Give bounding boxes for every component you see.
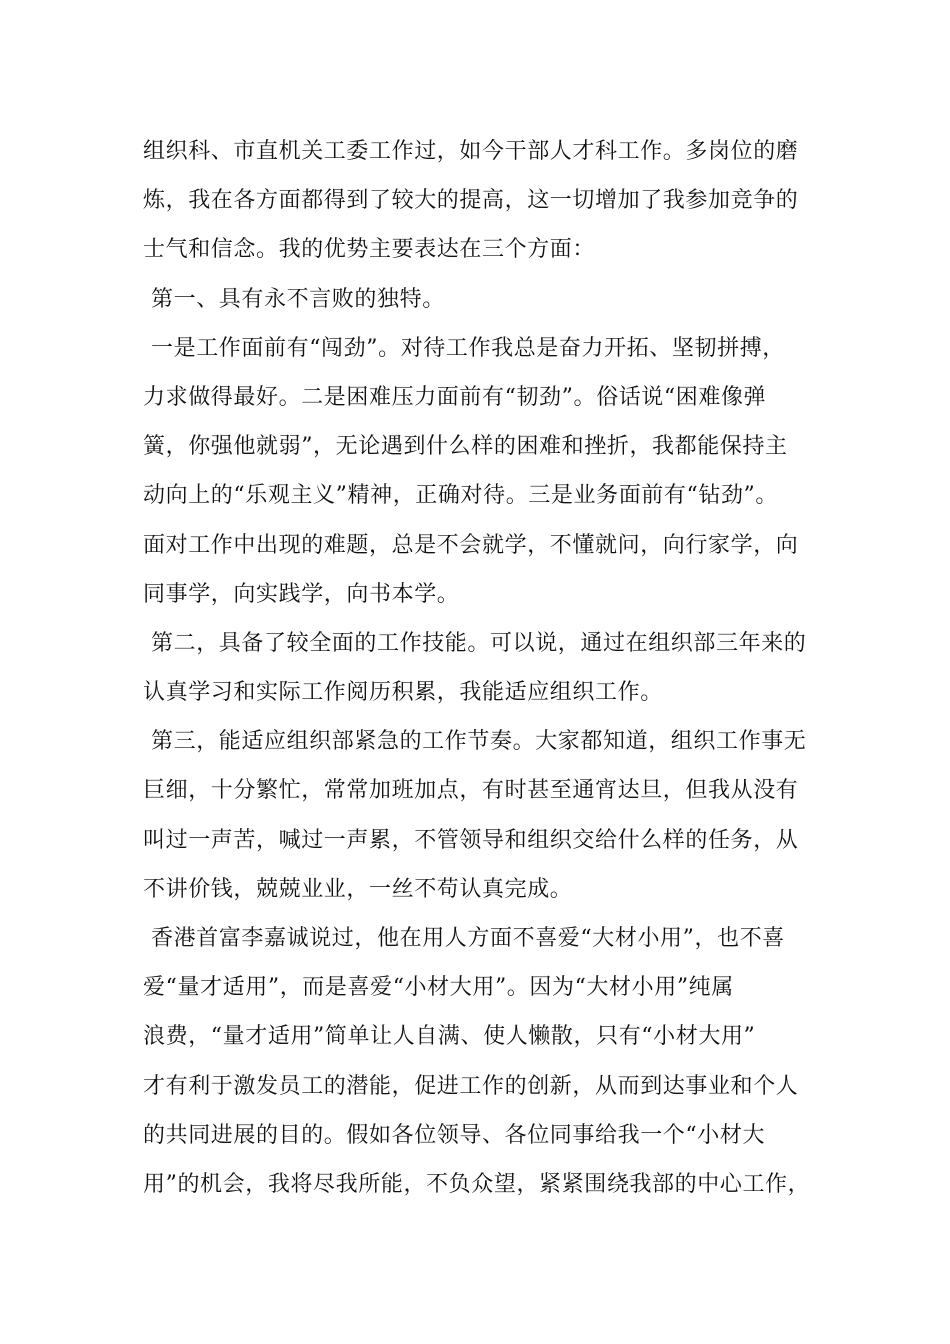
text-line: 香港首富李嘉诚说过，他在用人方面不喜爱“大材小用”，也不喜: [151, 926, 785, 951]
text-line: 叫过一声苦，喊过一声累，不管领导和组织交给什么样的任务，从: [143, 827, 799, 853]
text-line: 同事学，向实践学，向书本学。: [143, 581, 460, 607]
text-line: 组织科、市直机关工委工作过，如今干部人才科工作。多岗位的磨: [143, 139, 799, 164]
text-line: 动向上的“乐观主义”精神，正确对待。三是业务面前有“钻劲”。: [143, 483, 778, 509]
text-line: 用”的机会，我将尽我所能，不负众望，紧紧围绕我部的中心工作，: [143, 1171, 811, 1197]
text-line: 浪费，“量才适用”简单让人自满、使人懒散，只有“小材大用”: [143, 1024, 756, 1050]
text-line: 簧，你强他就弱”，无论遇到什么样的困难和挫折，我都能保持主: [143, 434, 788, 460]
text-line: 巨细，十分繁忙，常常加班加点，有时甚至通宵达旦，但我从没有: [143, 778, 799, 804]
text-line: 不讲价钱，兢兢业业，一丝不苟认真完成。: [143, 876, 573, 902]
text-line: 面对工作中出现的难题，总是不会就学，不懂就问，向行家学，向: [143, 532, 799, 558]
text-line: 认真学习和实际工作阅历积累，我能适应组织工作。: [143, 680, 663, 706]
text-line: 第一、具有永不言败的独特。: [151, 286, 445, 312]
text-line: 一是工作面前有“闯劲”。对待工作我总是奋力开拓、坚韧拼搏，: [151, 335, 785, 361]
body-text: [143, 127, 833, 1209]
text-line: 第二，具备了较全面的工作技能。可以说，通过在组织部三年来的: [151, 630, 807, 656]
text-line: 爱“量才适用”，而是喜爱“小材大用”。因为“大材小用”纯属: [143, 975, 734, 1001]
text-line: 的共同进展的目的。假如各位领导、各位同事给我一个“小材大: [143, 1122, 766, 1148]
text-line: 力求做得最好。二是困难压力面前有“韧劲”。俗话说“困难像弹: [143, 384, 767, 410]
text-line: 才有利于激发员工的潜能，促进工作的创新，从而到达事业和个人: [143, 1073, 799, 1099]
text-line: 炼，我在各方面都得到了较大的提高，这一切增加了我参加竞争的: [143, 188, 799, 214]
text-line: 第三，能适应组织部紧急的工作节奏。大家都知道，组织工作事无: [151, 729, 807, 755]
text-line: 士气和信念。我的优势主要表达在三个方面：: [143, 237, 596, 263]
